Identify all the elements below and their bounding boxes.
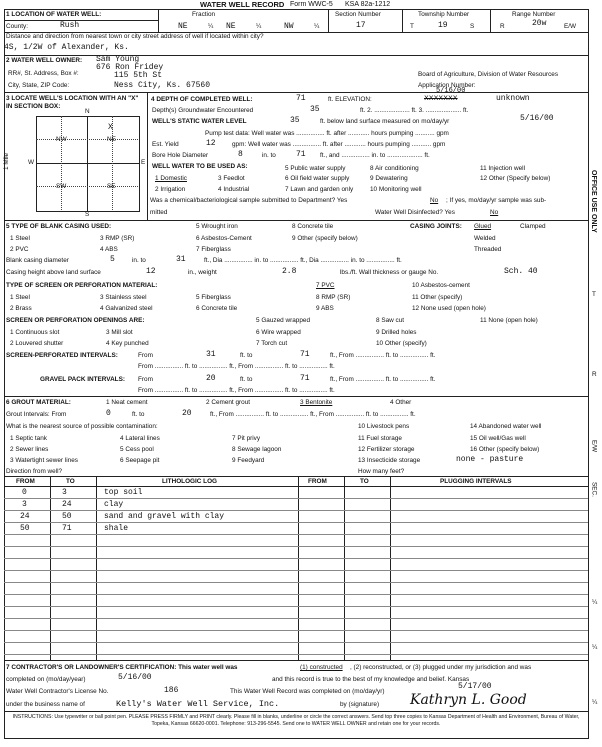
quadrant-se: SE (107, 183, 116, 190)
screen-3: 3 Stainless steel (100, 294, 147, 301)
groundwater-1: 35 (310, 105, 320, 114)
bore-value: 8 (238, 150, 243, 159)
opening-2: 2 Louvered shutter (10, 340, 64, 347)
groundwater-label: Depth(s) Groundwater Encountered (152, 107, 254, 114)
elevation-struck: xxxxxxx (424, 94, 458, 103)
screen-1: 1 Steel (10, 294, 30, 301)
screen-6: 6 Concrete tile (196, 305, 238, 312)
casing-9: 9 Other (specify below) (292, 235, 358, 242)
static-date: 5/16/00 (520, 114, 554, 123)
mile-label: 1 Mile (3, 152, 10, 170)
section-3-label: 3 LOCATE WELL'S LOCATION WITH AN "X" IN SECTION BOX: (6, 95, 139, 110)
grout-to: 20 (182, 409, 192, 418)
margin-ew: E/W (590, 440, 598, 453)
use-label: WELL WATER TO BE USED AS: (152, 163, 248, 170)
source-15: 15 Oil well/Gas well (470, 435, 526, 442)
static-label: WELL'S STATIC WATER LEVEL (152, 118, 247, 125)
gravel-from-label: From (138, 376, 153, 383)
screen-10: 10 Asbestos-cement (412, 282, 470, 289)
section-number-label: Section Number (335, 11, 381, 18)
source-10: 10 Livestock pens (358, 423, 410, 430)
casing-1: 1 Steel (10, 235, 30, 242)
screen-label: TYPE OF SCREEN OR PERFORATION MATERIAL: (6, 282, 158, 289)
grout-rest: ft., From ................ ft. to ................ ft., From ................ ft. to ................ ft. (210, 411, 416, 418)
source-2: 2 Sewer lines (10, 446, 49, 453)
range-ew: E/W (564, 23, 577, 30)
log-header-litho: LITHOLOGIC LOG (162, 478, 218, 485)
margin-quarter-1: ¼ (592, 599, 598, 606)
quarter-sym-3: ¼ (314, 23, 320, 30)
use-2: 2 Irrigation (155, 186, 186, 193)
section-2-label: 2 WATER WELL OWNER: (6, 57, 83, 64)
section-7-label: 7 CONTRACTOR'S OR LANDOWNER'S CERTIFICATION: This water well was (6, 664, 238, 671)
screen-4: 4 Galvanized steel (100, 305, 153, 312)
grout-1: 1 Neat cement (106, 399, 148, 406)
range-value: 20w (532, 19, 547, 28)
opening-11: 11 None (open hole) (480, 317, 538, 324)
signature-label: by (signature) (340, 701, 380, 708)
direction-label: Direction from well? (6, 468, 63, 475)
opening-7: 7 Torch cut (256, 340, 288, 347)
casing-6: 6 Asbestos-Cement (196, 235, 252, 242)
quadrant-nw: NW (56, 136, 67, 143)
log-row-from: 50 (20, 524, 30, 533)
depth-value: 71 (296, 94, 306, 103)
log-header-to: TO (66, 478, 75, 485)
casing-2: 2 PVC (10, 246, 29, 253)
source-5: 5 Cess pool (120, 446, 154, 453)
section-6-label: 6 GROUT MATERIAL: (6, 399, 71, 406)
county-label: County: (6, 23, 29, 30)
screen-rest-2: From ................ ft. to ................ ft., From ................ ft. to ................ ft. (138, 363, 335, 370)
log-row-from: 0 (22, 488, 27, 497)
use-4: 4 Industrial (218, 186, 250, 193)
weight-label: in., weight (188, 269, 217, 276)
township-value: 19 (438, 21, 448, 30)
license-value: 186 (164, 686, 179, 695)
joints-label: CASING JOINTS: (410, 223, 462, 230)
cert-rest: , (2) reconstructed, or (3) plugged under my jurisdiction and was (350, 664, 532, 671)
screen-11: 11 Other (specify) (412, 294, 463, 301)
form-number: Form WWC-5 (290, 1, 333, 8)
howmany-label: How many feet? (358, 468, 405, 475)
compass-w: W (28, 159, 35, 166)
margin-quarter-2: ¼ (592, 644, 598, 651)
record-date: 5/17/00 (458, 682, 492, 691)
source-value: none - pasture (456, 455, 524, 464)
screen-intervals-label: SCREEN-PERFORATED INTERVALS: (6, 352, 118, 359)
blank-dia: 5 (110, 255, 115, 264)
township-label: Township Number (418, 11, 470, 18)
source-8: 8 Sewage lagoon (232, 446, 282, 453)
margin-sec: SEC. (590, 482, 598, 497)
record-label: This Water Well Record was completed on (mo/day/yr) (230, 688, 385, 695)
log-header-plugging: PLUGGING INTERVALS (440, 478, 512, 485)
city-value: Ness City, Ks. 67560 (114, 81, 211, 90)
screen-9: 9 ABS (316, 305, 334, 312)
opening-4: 4 Key punched (106, 340, 149, 347)
screen-from: 31 (206, 350, 216, 359)
source-label: What is the nearest source of possible contamination: (6, 423, 158, 430)
use-8: 8 Air conditioning (370, 165, 419, 172)
screen-rest: ft., From ................ ft. to ................ ft. (330, 352, 436, 359)
source-1: 1 Septic tank (10, 435, 47, 442)
opening-3: 3 Mill slot (106, 329, 133, 336)
log-row-from: 3 (22, 500, 27, 509)
city-label: City, State, ZIP Code: (8, 82, 70, 89)
source-16: 16 Other (specify below) (470, 446, 540, 453)
screen-7: 7 PVC (316, 282, 335, 289)
openings-label: SCREEN OR PERFORATION OPENINGS ARE: (6, 317, 145, 324)
application-label: Application Number: (418, 82, 476, 89)
static-rest: ft. below land surface measured on mo/day/yr (320, 118, 450, 125)
screen-5: 5 Fiberglass (196, 294, 231, 301)
casing-8: 8 Concrete tile (292, 223, 334, 230)
source-12: 12 Fertilizer storage (358, 446, 415, 453)
use-7: 7 Lawn and garden only (285, 186, 354, 193)
address-value: 115 5th St (114, 71, 163, 80)
compass-n: N (85, 108, 90, 115)
log-row-from: 24 (20, 512, 30, 521)
quadrant-ne: NE (107, 136, 116, 143)
weight-value: 2.8 (282, 267, 297, 276)
grout-2: 2 Cement grout (206, 399, 251, 406)
elevation-value: unknown (496, 94, 530, 103)
blank-rest: ft., Dia ................ in. to ................ ft., Dia ................ in. to ................ ft. (204, 257, 402, 264)
source-14: 14 Abandoned water well (470, 423, 542, 430)
owner-name-2: 676 Ron Fridey (96, 63, 164, 72)
opening-1: 1 Continuous slot (10, 329, 60, 336)
opening-5: 5 Gauzed wrapped (256, 317, 311, 324)
joints-welded: Welded (474, 235, 496, 242)
margin-quarter-3: ¼ (592, 699, 598, 706)
distance-label: Distance and direction from nearest town or city street address of well if located within city? (6, 33, 264, 40)
completed-date: 5/16/00 (118, 673, 152, 682)
joints-glued: Glued (474, 223, 492, 230)
section-number-value: 17 (356, 21, 366, 30)
yield-label: Est. Yield (152, 141, 179, 148)
section-1-label: 1 LOCATION OF WATER WELL: (6, 11, 102, 18)
ksa-reference: KSA 82a-1212 (345, 1, 391, 8)
casing-3: 3 RMP (SR) (100, 235, 135, 242)
blank-label: Blank casing diameter (6, 257, 69, 264)
blank-depth: 31 (176, 255, 186, 264)
log-row-to: 71 (62, 524, 72, 533)
height-value: 12 (146, 267, 156, 276)
use-11: 11 Injection well (480, 165, 525, 172)
gauge-value: Sch. 40 (504, 267, 538, 276)
gravel-to-label: ft. to (240, 376, 253, 383)
pump-label: Pump test data: Well water was ................ ft. after ............ hours pumping ........... gpm (205, 130, 449, 137)
township-t: T (410, 23, 414, 30)
screen-12: 12 None used (open hole) (412, 305, 486, 312)
opening-6: 6 Wire wrapped (256, 329, 301, 336)
owner-name: Sam Young (96, 55, 140, 64)
opening-8: 8 Saw cut (376, 317, 405, 324)
source-11: 11 Fuel storage (358, 435, 402, 442)
board-label: Board of Agriculture, Division of Water Resources (418, 71, 559, 78)
quadrant-sw: SW (56, 183, 67, 190)
bore-rest: ft., and ................ in. to .................... ft. (320, 152, 430, 159)
township-s: S (470, 23, 475, 30)
grout-3: 3 Bentonite (300, 399, 333, 406)
elevation-date: 5/16/00 (436, 87, 466, 95)
gravel-rest-2: From ................ ft. to ................ ft., From ................ ft. to ................ ft. (138, 387, 335, 394)
grout-from: 0 (106, 409, 111, 418)
source-13: 13 Insecticide storage (358, 457, 421, 464)
quarter-2: NE (226, 22, 236, 31)
location-x-mark: X (108, 123, 113, 132)
instructions: INSTRUCTIONS: Use typewriter or ball point pen. PLEASE PRESS FIRMLY and PRINT clearly. Please fill in blanks, underline or circle the correct answers. Send top three copies to Kansas Department of Health and Environment, Bureau of Water, Topeka, Kansas 66620-0001. Telephone: 913-296-5545. Send one to WATER WELL OWNER and retain one for your records. (12, 714, 580, 727)
screen-from-label: From (138, 352, 153, 359)
source-6: 6 Seepage pit (120, 457, 160, 464)
use-5: 5 Public water supply (285, 165, 346, 172)
quarter-3: NW (284, 22, 294, 31)
compass-s: S (85, 211, 90, 218)
chem-mitted: mitted (150, 209, 168, 216)
distance-value: 4S, 1/2W of Alexander, Ks. (4, 43, 129, 52)
log-header-from: FROM (16, 478, 35, 485)
grout-to-label: ft. to (132, 411, 145, 418)
log-row-desc: shale (104, 524, 129, 533)
disinfected-question: Water Well Disinfected? Yes (375, 209, 455, 216)
source-3: 3 Watertight sewer lines (10, 457, 78, 464)
quarter-sym-1: ¼ (208, 23, 214, 30)
yield-value: 12 (206, 139, 216, 148)
section-5-label: 5 TYPE OF BLANK CASING USED: (6, 223, 112, 230)
license-label: Water Well Contractor's License No. (6, 688, 109, 695)
screen-to-label: ft. to (240, 352, 253, 359)
gravel-from: 20 (206, 374, 216, 383)
range-label: Range Number (512, 11, 556, 18)
casing-4: 4 ABS (100, 246, 118, 253)
screen-2: 2 Brass (10, 305, 32, 312)
grout-intervals-label: Grout Intervals: From (6, 411, 67, 418)
county-value: Rush (60, 21, 80, 30)
screen-to: 71 (300, 350, 310, 359)
joints-threaded: Threaded (474, 246, 502, 253)
log-header-from-2: FROM (308, 478, 327, 485)
grout-4: 4 Other (390, 399, 412, 406)
business-label: under the business name of (6, 701, 85, 708)
section-4-label: 4 DEPTH OF COMPLETED WELL: (151, 96, 253, 103)
business-value: Kelly's Water Well Service, Inc. (116, 699, 280, 709)
office-use-label: OFFICE USE ONLY (590, 170, 597, 233)
use-10: 10 Monitoring well (370, 186, 422, 193)
margin-r: R (592, 371, 597, 378)
casing-7: 7 Fiberglass (196, 246, 231, 253)
margin-t: T (592, 291, 596, 298)
chem-question: Was a chemical/bacteriological sample submitted to Department? Yes (150, 197, 348, 204)
use-3: 3 Feedlot (218, 175, 245, 182)
completed-label: completed on (mo/day/year) (6, 676, 86, 683)
use-12: 12 Other (Specify below) (480, 175, 551, 182)
source-4: 4 Lateral lines (120, 435, 160, 442)
use-9: 9 Dewatering (370, 175, 408, 182)
log-row-to: 24 (62, 500, 72, 509)
joints-clamped: Clamped (520, 223, 546, 230)
source-7: 7 Pit privy (232, 435, 261, 442)
completed-rest: and this record is true to the best of my knowledge and belief. Kansas (272, 676, 470, 683)
bore-label: Bore Hole Diameter (152, 152, 209, 159)
compass-e: E (141, 159, 146, 166)
elevation-label: ft. ELEVATION: (328, 96, 372, 103)
range-r: R (500, 23, 505, 30)
log-row-to: 50 (62, 512, 72, 521)
static-value: 35 (290, 116, 300, 125)
height-label: Casing height above land surface (6, 269, 101, 276)
casing-5: 5 Wrought iron (196, 223, 238, 230)
source-9: 9 Feedyard (232, 457, 265, 464)
address-label: RR#, St. Address, Box #: (8, 70, 79, 77)
log-header-to-2: TO (360, 478, 369, 485)
quarter-1: NE (178, 22, 188, 31)
use-1: 1 Domestic (155, 175, 187, 182)
bore-depth: 71 (296, 150, 306, 159)
weight-rest: lbs./ft. Wall thickness or gauge No. (340, 269, 439, 276)
form-title: WATER WELL RECORD (200, 0, 285, 9)
screen-8: 8 RMP (SR) (316, 294, 351, 301)
opening-9: 9 Drilled holes (376, 329, 417, 336)
disinfected-no: No (490, 209, 499, 216)
yield-rest: gpm: Well water was ................ ft. after ............ hours pumping ........... gpm (232, 141, 446, 148)
gravel-to: 71 (300, 374, 310, 383)
opening-10: 10 Other (specify) (376, 340, 427, 347)
section-box (36, 116, 140, 212)
chem-rest: ; If yes, mo/day/yr sample was sub- (446, 197, 547, 204)
log-row-to: 3 (62, 488, 67, 497)
log-row-desc: sand and gravel with clay (104, 512, 225, 521)
cert-constructed: (1) constructed (300, 664, 343, 671)
gravel-label: GRAVEL PACK INTERVALS: (40, 376, 125, 383)
fraction-label: Fraction (192, 11, 216, 18)
quarter-sym-2: ¼ (256, 23, 262, 30)
use-6: 6 Oil field water supply (285, 175, 350, 182)
chem-no: No (430, 197, 439, 204)
log-row-desc: top soil (104, 488, 143, 497)
signature: Kathryn L. Good (410, 692, 527, 708)
gravel-rest: ft., From ................ ft. to ................ ft. (330, 376, 436, 383)
blank-to: in. to (132, 257, 146, 264)
bore-to: in. to (262, 152, 276, 159)
log-row-desc: clay (104, 500, 124, 509)
groundwater-rest: ft. 2. .................... ft. 3. .................... ft. (360, 107, 469, 114)
